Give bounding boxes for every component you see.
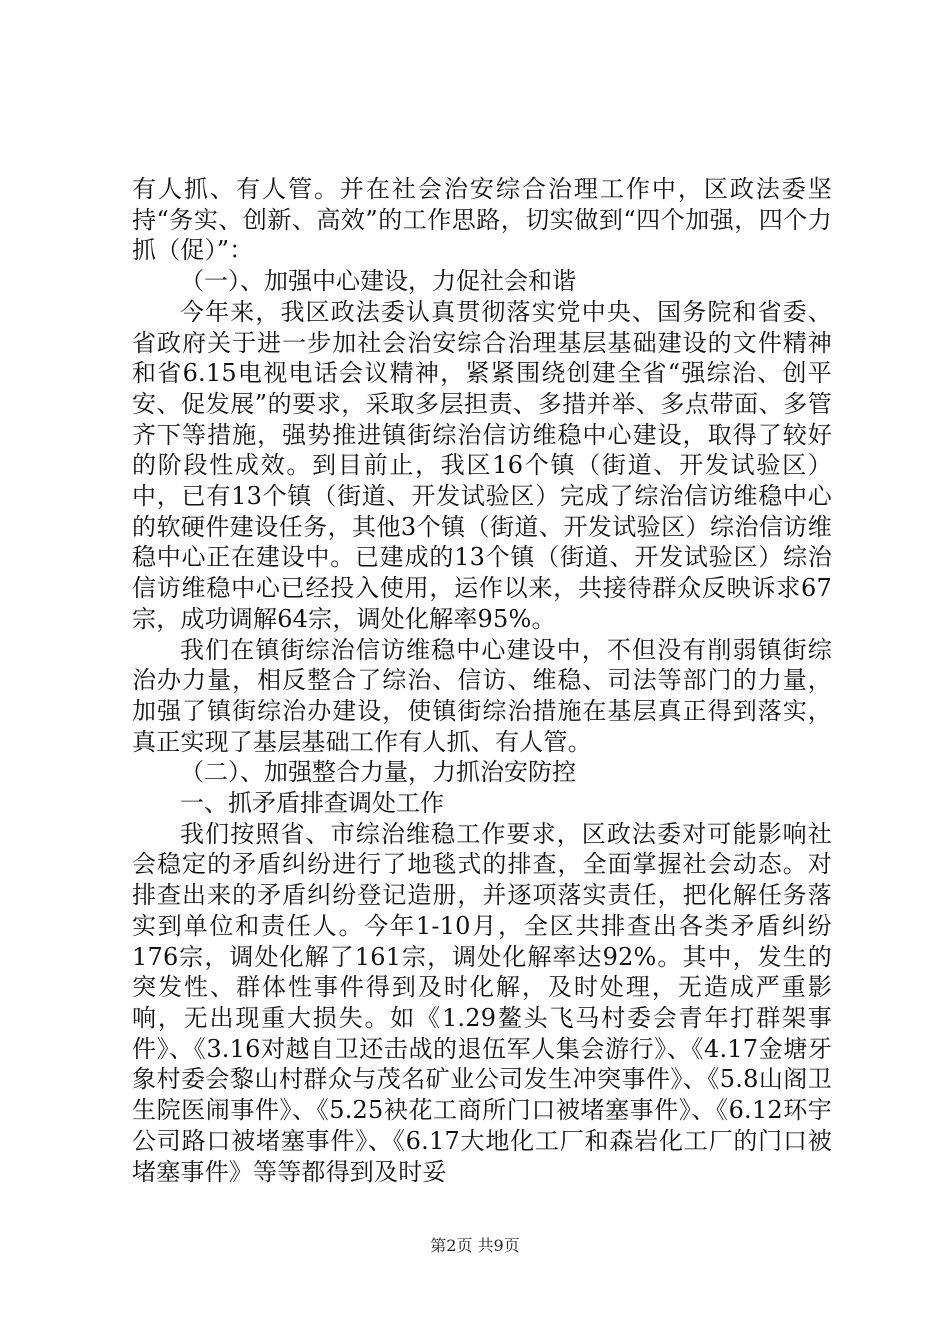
paragraph-center-construction: 今年来，我区政法委认真贯彻落实党中央、国务院和省委、省政府关于进一步加社会治安综合治理基层基础建设的文件精神和省6.15电视电话会议精神，紧紧围绕创建全省“强综治、创平安、促发展”的要求，采取多层担责、多措并举、多点带面、多管齐下等措施，强势推进镇街综治信访维稳中心建设，取得了较好的阶段性成效。到目前止，我区16个镇（街道、开发试验区）中，已有13个镇（街道、开发试验区）完成了综治信访维稳中心的软硬件建设任务，其他3个镇（街道、开发试验区）综治信访维稳中心正在建设中。已建成的13个镇（街道、开发试验区）综治信访维稳中心已经投入使用，运作以来，共接待群众反映诉求67宗，成功调解64宗，调处化解率95%。 (132, 297, 832, 633)
document-body (132, 174, 832, 1187)
page-number-footer: 第2页 共9页 (430, 1236, 520, 1255)
paragraph-integration: 我们在镇街综治信访维稳中心建设中，不但没有削弱镇街综治办力量，相反整合了综治、信访、维稳、司法等部门的力量，加强了镇街综治办建设，使镇街综治措施在基层真正得到落实，真正实现了基层基础工作有人抓、有人管。 (132, 635, 832, 756)
section-heading-1: （一）、加强中心建设，力促社会和谐 (180, 267, 576, 296)
subsection-heading-1: 一、抓矛盾排查调处工作 (180, 789, 444, 818)
paragraph-dispute-resolution: 我们按照省、市综治维稳工作要求，区政法委对可能影响社会稳定的矛盾纠纷进行了地毯式的排查，全面掌握社会动态。对排查出来的矛盾纠纷登记造册，并逐项落实责任，把化解任务落实到单位和责任人。今年1-10月，全区共排查出各类矛盾纠纷176宗，调处化解了161宗，调处化解率达92%。其中，发生的突发性、群体性事件得到及时化解，及时处理，无造成严重影响，无出现重大损失。如《1.29鳌头飞马村委会青年打群架事件》、《3.16对越自卫还击战的退伍军人集会游行》、《4.17金塘牙象村委会黎山村群众与茂名矿业公司发生冲突事件》、《5.8山阁卫生院医闹事件》、《5.25袂花工商所门口被堵塞事件》、《6.12环宇公司路口被堵塞事件》、《6.17大地化工厂和森岩化工厂的门口被堵塞事件》等等都得到及时妥 (132, 819, 832, 1186)
paragraph-intro: 有人抓、有人管。并在社会治安综合治理工作中，区政法委坚持“务实、创新、高效”的工作思路，切实做到“四个加强，四个力抓（促）”： (132, 175, 832, 265)
section-heading-2: （二）、加强整合力量，力抓治安防控 (180, 758, 576, 787)
